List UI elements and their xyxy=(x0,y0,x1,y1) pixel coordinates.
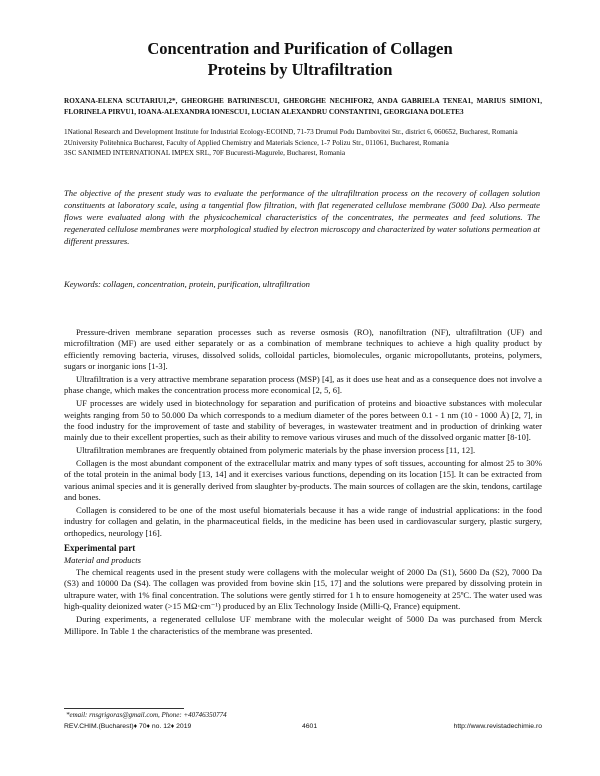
page-number: 4601 xyxy=(302,723,318,730)
intro-paragraph: Ultrafiltration membranes are frequently obtained from polymeric materials by the phase inversion process [11, 12]. xyxy=(76,445,476,456)
section-heading: Experimental part xyxy=(64,543,136,554)
affiliation-3: 3SC SANIMED INTERNATIONAL IMPEX SRL, 70F Bucuresti-Magurele, Bucharest, Romania xyxy=(64,149,346,157)
title-line-1: Concentration and Purification of Collagen xyxy=(147,39,453,58)
intro-paragraph: UF processes are widely used in biotechnology for separation and purification of proteins and bioactive substances with molecular weights ranging from 50 to 50.000 Da which corresponds to a medium diameter of the pores between 0.1 - 1 nm (10 - 1000 Å) [2, 7], in the food industry for the improvement of taste and stability of beverages, in wastewater treatment and in production of drinking water mainly due to their excellent properties, such as their ability to remove various viruses and much of the dissolved organic matter [8-10]. xyxy=(64,398,542,443)
subsection-heading: Material and products xyxy=(64,554,142,565)
page-footer xyxy=(64,723,542,733)
title-line-2: Proteins by Ultrafiltration xyxy=(207,60,393,79)
affiliation-2: 2University Politehnica Bucharest, Faculty of Applied Chemistry and Materials Science, 1-7 Polizu Str., 011061, Bucharest, Romania xyxy=(64,138,449,147)
intro-paragraph: Ultrafiltration is a very attractive membrane separation process (MSP) [4], as it does use heat and as a consequence does not involve a phase change, which makes the concentration process more economical [2, 5, 6]. xyxy=(64,374,542,396)
journal-citation: REV.CHIM.(Bucharest)♦ 70♦ no. 12♦ 2019 xyxy=(64,723,192,730)
abstract: The objective of the present study was to evaluate the performance of the ultrafiltration process on the recovery of collagen solution constituents at laboratory scale, using a tangential flow filtration, with flat regenerated cellulose membrane (5000 Da). Also permeate flows were evaluated along with the physicochemical characteristics of the concentrates, the permeates and feed solutions. The regenerated cellulose membranes were morphological studied by electron microscopy and characterized by water solutions permeation at different pressures. xyxy=(64,188,540,247)
footnote: *email: rnsgrigoras@gmail.com, Phone: +40746350774 xyxy=(66,711,227,719)
main-text xyxy=(64,327,542,638)
keywords: Keywords: collagen, concentration, protein, purification, ultrafiltration xyxy=(64,279,310,289)
journal-url[interactable]: http://www.revistadechimie.ro xyxy=(453,723,542,730)
intro-paragraph: Collagen is considered to be one of the most useful biomaterials because it has a wide range of industrial applications: in the food industry for collagen and gelatin, in the pharmaceutical fields, in the medicine has been used in cardiovascular surgery, plastic surgery, orthopedics, neurology [16]. xyxy=(64,505,542,538)
paper-title xyxy=(60,38,540,80)
experimental-paragraph: The chemical reagents used in the present study were collagens with the molecular weight of 2000 Da (S1), 5600 Da (S2), 7000 Da (S3) and 10000 Da (S4). The collagen was provided from bovine skin [15, 17] and the solutions were prepared by dissolving protein in ultrapure water, with 1% final concentration. The solutions were gently stirred for 1 h to ensure homogeneity at 25ºC. The water used was high-quality deionized water (>15 MΩ·cm⁻¹) produced by an Elix Technology Inside (Milli-Q, France) equipment. xyxy=(64,567,542,612)
intro-paragraph: Collagen is the most abundant component of the extracellular matrix and many types of soft tissues, accounting for almost 25 to 30% of the total protein in the animal body [13, 14] and it exercises various functions, depending on its location [15]. It can be extracted from various animal species and it is generally derived from slaughter by-products. The main sources of collagen are the skin, tendons, cartilage and bones. xyxy=(64,458,542,503)
footnote-divider xyxy=(64,708,184,709)
intro-paragraph: Pressure-driven membrane separation processes such as reverse osmosis (RO), nanofiltration (NF), ultrafiltration (UF) and microfiltration (MF) are used either separately or as a combination of membrane techniques to achieve a high quality product by efficiently removing bacteria, viruses, dissolved solids, colloidal particles, biomolecules, organic micropollutants, proteins, polymers, sugars or inorganic ions [1-3]. xyxy=(64,327,542,372)
author-list: ROXANA-ELENA SCUTARIU1,2*, GHEORGHE BATRINESCU1, GHEORGHE NECHIFOR2, ANDA GABRIELA TENEA1, MARIUS SIMION1, FLORINELA PIRVU1, IOANA-ALEXANDRA IONESCU1, LUCIAN ALEXANDRU CONSTANTIN1, GEORGIANA DOLETE3 xyxy=(64,97,542,116)
affiliation-1: 1National Research and Development Institute for Industrial Ecology-ECOIND, 71-73 Drumul Podu Dambovitei Str., district 6, 060652, Bucharest, Romania xyxy=(64,128,518,136)
affiliations xyxy=(64,127,542,159)
experimental-paragraph: During experiments, a regenerated cellulose UF membrane with the molecular weight of 5000 Da was purchased from Merck Millipore. In Table 1 the characteristics of the membrane was presented. xyxy=(64,614,542,636)
